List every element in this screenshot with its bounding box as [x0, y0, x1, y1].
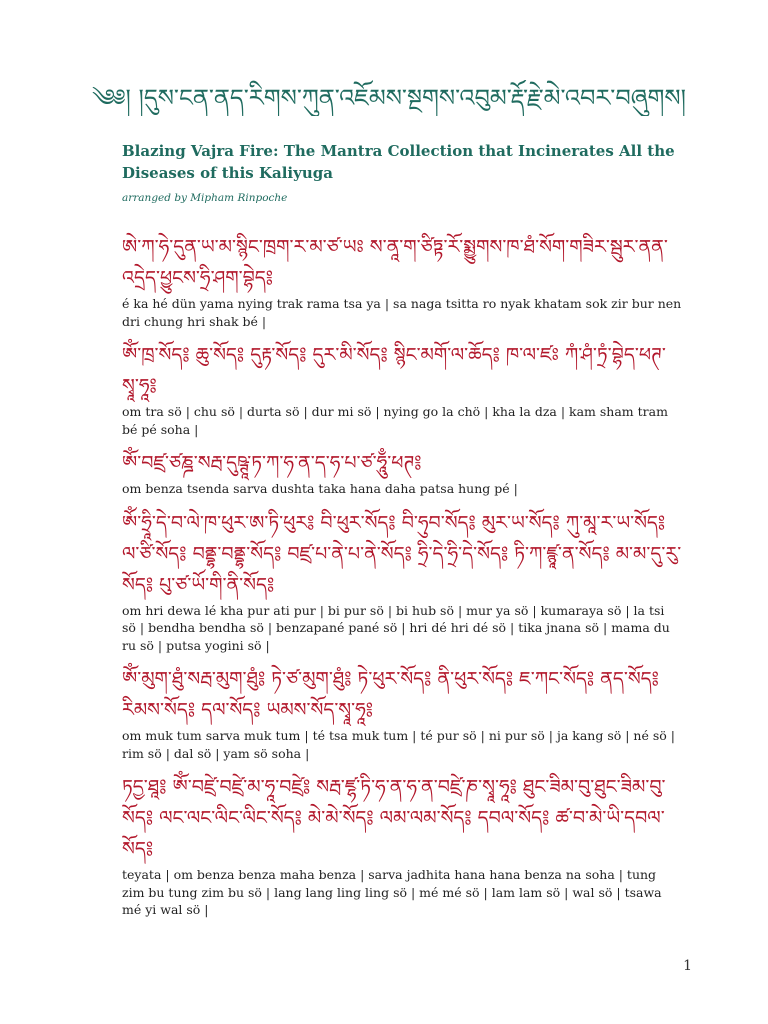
mantra-transliteration: om benza tsenda sarva dushta taka hana daha patsa hung pé | — [122, 481, 518, 496]
mantra-list — [122, 232, 682, 929]
document-title: Blazing Vajra Fire: The Mantra Collection that Incinerates All the Diseases of this Kaliyuga — [122, 142, 675, 182]
tibetan-mantra: ཨོཾ་བཛྲ་ཙཎྜ་སརྦ་དུཥྚཱ་ཏ་ཀ་ཧ་ན་ད་ཧ་པ་ཙ་ཧཱུྃ་ཕཊ༔ — [122, 452, 422, 474]
mantra-transliteration: om muk tum sarva muk tum | té tsa muk tum | té pur sö | ni pur sö | ja kang sö | né sö | rim sö | dal sö | yam sö soha | — [122, 728, 675, 761]
mantra-verse-3 — [122, 448, 682, 498]
page-number: 1 — [683, 958, 692, 974]
mantra-verse-6 — [122, 772, 682, 919]
author-credit: arranged by Mipham Rinpoche — [122, 192, 288, 204]
mantra-verse-2 — [122, 340, 682, 438]
mantra-transliteration: teyata | om benza benza maha benza | sarva jadhita hana hana benza na soha | tung zim bu tung zim bu sö | lang lang ling ling sö | mé mé sö | lam lam sö | wal sö | tsawa mé yi wal sö | — [122, 867, 662, 917]
tibetan-mantra: ཨོཾ་ཁྲ་སོད༔ ཆུ་སོད༔ དུརྟ་སོད༔ དུར་མི་སོད༔ སྙིང་མགོ་ལ་ཆོད༔ ཁ་ལ་ཛཿ ཀཾ་ཤཾ་ཏྲཾ་བྷེད་ཕཊ་སྭཱ་ཧཱ༔ — [122, 344, 666, 397]
tibetan-mantra: ཨོཾ་ཧྲཱི་དེ་བ་ལེ་ཁ་ཕུར་ཨ་ཏི་ཕུར༔ བི་ཕུར་སོད༔ བི་ཧུབ་སོད༔ མུར་ཡ་སོད༔ ཀུ་མཱ་ར་ཡ་སོད༔ ལ་ཙི་སོད༔ བནྡྷ་བནྡྷ་སོད༔ བཛྲ་པ་ནེ་པ་ནེ་སོད༔ ཧྲི་དེ་ཧྲི་དེ་སོད༔ ཏི་ཀ་ཛྙཱ་ན་སོད༔ མ་མ་དུ་རུ་སོད༔ པུ་ཙ་ཡོ་གི་ནི་སོད༔ — [122, 511, 682, 596]
tibetan-mantra: ཨེ་ཀ་ཧེ་དུན་ཡ་མ་སྙིང་ཁྲག་ར་མ་ཙ་ཡཿ ས་ནཱ་ག་ཙིཏྟ་རོ་སྨྱུགས་ཁ་ཐཾ་སོག་གཟིར་སྦུར་ནན་འདྲེད་ཕྱུངས་ཧྲི་ཤག་བྷེད༔ — [122, 236, 668, 289]
mantra-transliteration: om hri dewa lé kha pur ati pur | bi pur sö | bi hub sö | mur ya sö | kumaraya sö | la tsi sö | bendha bendha sö | benzapané pané sö | hri dé hri dé sö | tika jnana sö | mama du ru sö | putsa yogini sö | — [122, 602, 670, 653]
mantra-verse-4 — [122, 508, 682, 655]
mantra-transliteration: é ka hé dün yama nying trak rama tsa ya | sa naga tsitta ro nyak khatam sok zir bur nen dri chung hri shak bé | — [122, 296, 682, 329]
mantra-verse-5 — [122, 664, 682, 762]
tibetan-mantra: ཨོཾ་མུག་ཐུཾ་སརྦ་མུག་ཐུཾ༔ ཏེ་ཙ་མུག་ཐུཾ༔ ཏེ་ཕུར་སོད༔ ནི་ཕུར་སོད༔ ཇ་ཀང་སོད༔ ནད་སོད༔ རིམས་སོད༔ དལ་སོད༔ ཡམས་སོད་སྭཱ་ཧཱ༔ — [122, 668, 659, 721]
mantra-verse-1 — [122, 232, 682, 330]
tibetan-title: ༄༅། །དུས་ངན་ནད་རིགས་ཀུན་འཇོམས་སྔགས་འབུམ་རྡོ་རྗེ་མེ་འབར་བཞུགས། — [92, 84, 686, 112]
tibetan-mantra: ཏདྱ་ཐཱ༔ ཨོཾ་བཛྲེ་བཛྲེ་མ་ཧཱ་བཛྲེ༔ སརྦ་ཛྷ་ཏི་ཧ་ན་ཧ་ན་བཛྲེ་ཎ་སྭཱ་ཧཱ༔ ཐུང་ཟིམ་བུ་ཐུང་ཟིམ་བུ་སོད༔ ལང་ལང་ལིང་ལིང་སོད༔ མེ་མེ་སོད༔ ལམ་ལམ་སོད༔ དབལ་སོད༔ ཚ་བ་མེ་ཡི་དབལ་སོད༔ — [122, 776, 666, 860]
mantra-transliteration: om tra sö | chu sö | durta sö | dur mi sö | nying go la chö | kha la dza | kam sham tram bé pé soha | — [122, 404, 668, 437]
